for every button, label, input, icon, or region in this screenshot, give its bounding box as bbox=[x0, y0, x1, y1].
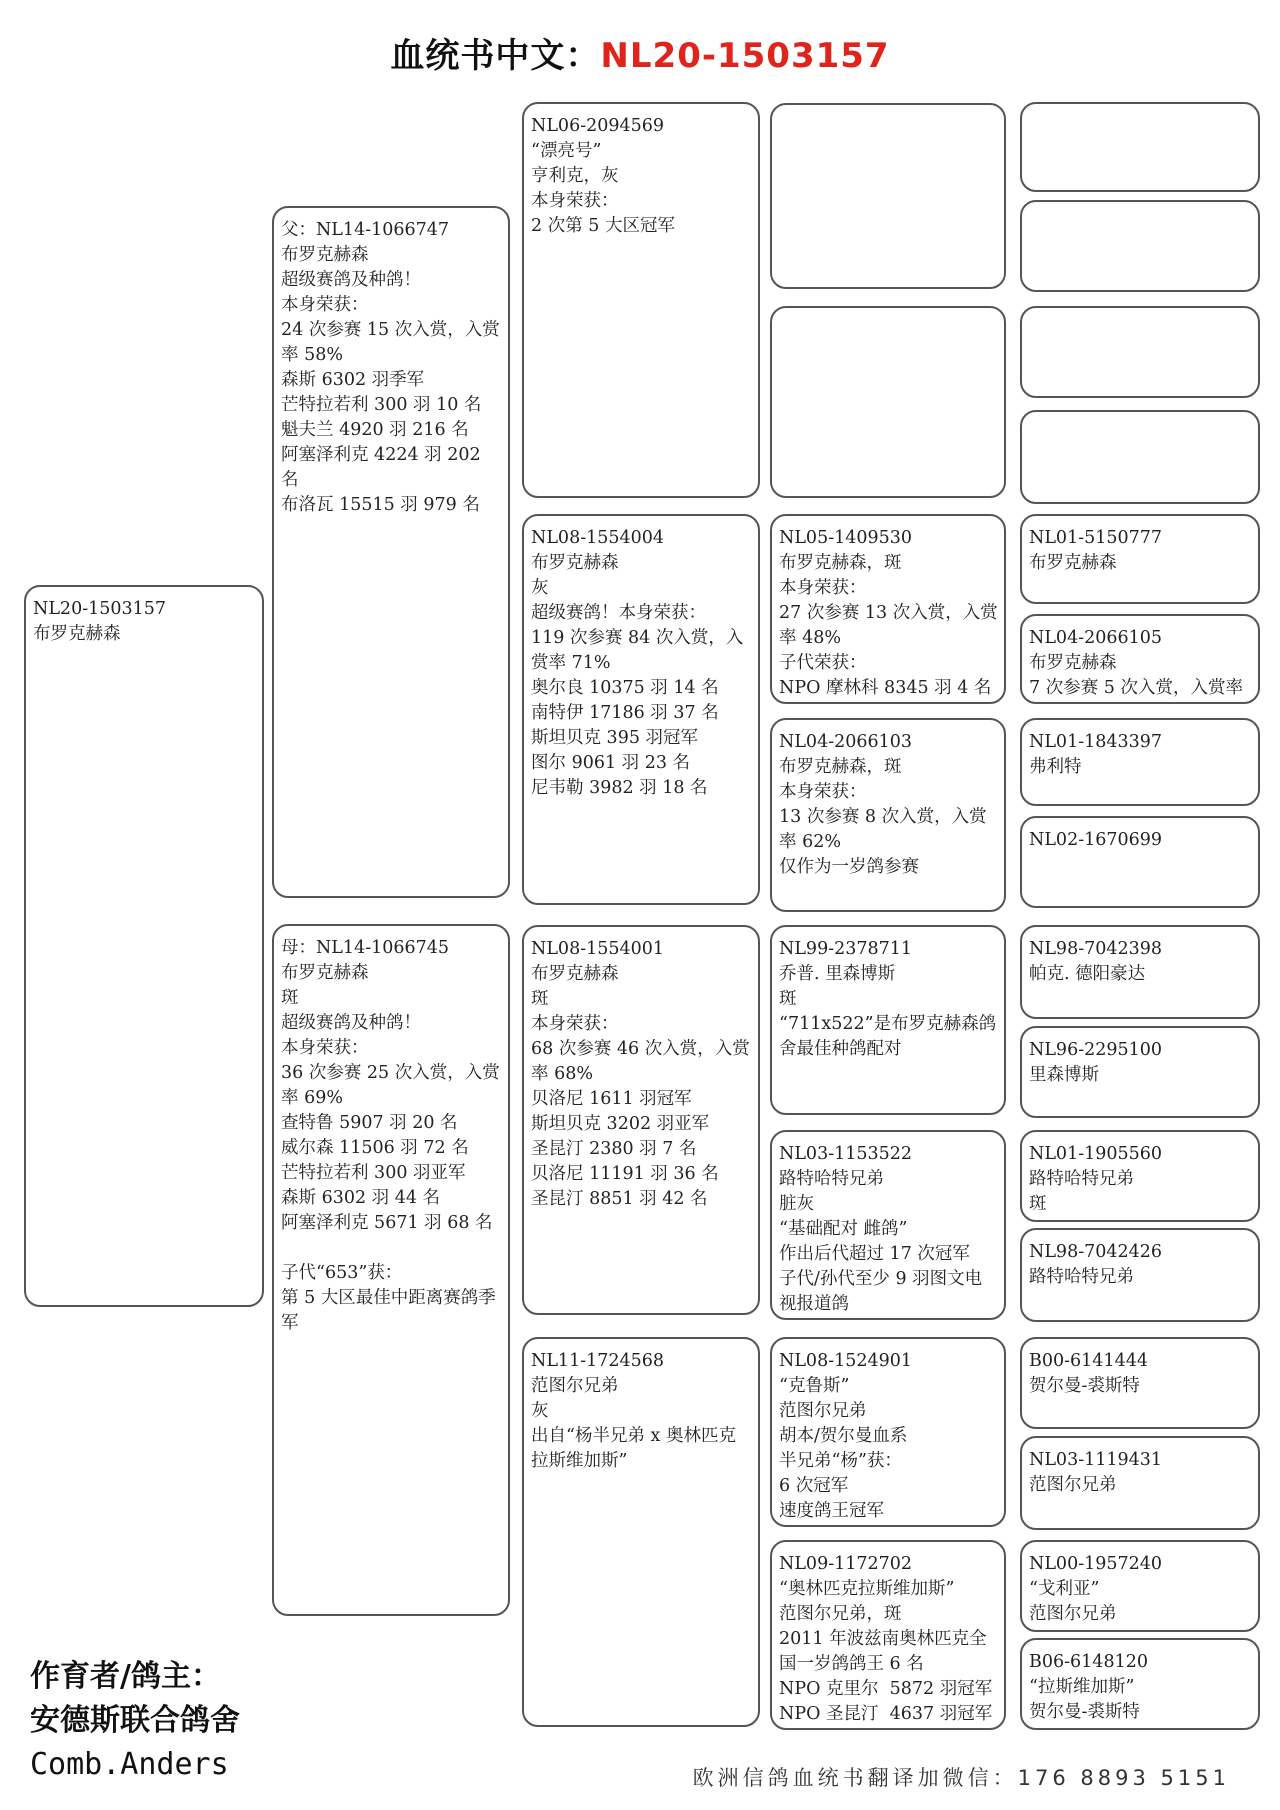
ring-number: NL98-7042426 bbox=[1029, 1242, 1163, 1262]
pigeon-gen4-1 bbox=[1020, 102, 1260, 192]
pigeon-gen4-5 bbox=[1020, 514, 1260, 604]
pigeon-info-line: 布罗克赫森 bbox=[531, 964, 619, 984]
pigeon-info-line: 7 次参赛 5 次入赏，入赏率 bbox=[1029, 678, 1243, 698]
pigeon-info-line: 布罗克赫森，斑 bbox=[779, 757, 902, 777]
pigeon-info-line: 魁夫兰 4920 羽 216 名 bbox=[281, 420, 469, 440]
pigeon-info-line: 威尔森 11506 羽 72 名 bbox=[281, 1138, 469, 1158]
pigeon-sire-sire-dam bbox=[770, 306, 1006, 498]
pigeon-info-line: 6 次冠军 bbox=[779, 1476, 849, 1496]
pigeon-info-line: 本身荣获： bbox=[531, 191, 619, 211]
pigeon-info-line: 第 5 大区最佳中距离赛鸽季军 bbox=[281, 1288, 496, 1333]
ring-number: B00-6141444 bbox=[1029, 1351, 1148, 1371]
pigeon-subject bbox=[24, 585, 264, 1307]
title-ring-number: NL20-1503157 bbox=[600, 36, 890, 76]
pigeon-info-line: 斯坦贝克 395 羽冠军 bbox=[531, 728, 699, 748]
pigeon-info-line: 阿塞泽利克 5671 羽 68 名 bbox=[281, 1213, 493, 1233]
pigeon-info-line: 119 次参赛 84 次入赏，入赏率 71% bbox=[531, 628, 744, 673]
breeder-loft-name: 安德斯联合鸽舍 bbox=[30, 1703, 240, 1738]
pigeon-info-line: 超级赛鸽！本身荣获： bbox=[531, 603, 706, 623]
ring-number: B06-6148120 bbox=[1029, 1652, 1148, 1672]
breeder-label: 作育者/鸽主： bbox=[30, 1659, 221, 1694]
pigeon-info-line: 子代/孙代至少 9 羽图文电视报道鸽 bbox=[779, 1269, 983, 1314]
pigeon-gen4-12 bbox=[1020, 1228, 1260, 1322]
ring-number: NL96-2295100 bbox=[1029, 1040, 1163, 1060]
ring-number: NL04-2066103 bbox=[779, 732, 913, 752]
pigeon-info-line: 斑 bbox=[281, 988, 299, 1008]
pigeon-info-line: 超级赛鸽及种鸽！ bbox=[281, 270, 421, 290]
pigeon-info-line: 亨利克，灰 bbox=[531, 166, 619, 186]
ring-number: NL09-1172702 bbox=[779, 1554, 913, 1574]
ring-number: 父：NL14-1066747 bbox=[281, 220, 450, 240]
pigeon-info-line: 范图尔兄弟，斑 bbox=[779, 1604, 902, 1624]
pigeon-info-line: 本身荣获： bbox=[281, 1038, 369, 1058]
ring-number: NL05-1409530 bbox=[779, 528, 913, 548]
pigeon-info-line: 27 次参赛 13 次入赏，入赏率 48% bbox=[779, 603, 998, 648]
pigeon-info-line: 布罗克赫森 bbox=[33, 624, 121, 644]
pigeon-info-line: NPO 摩林科 8345 羽 4 名 bbox=[779, 678, 992, 698]
pigeon-sire-dam-dam bbox=[770, 718, 1006, 912]
pigeon-gen4-7 bbox=[1020, 718, 1260, 806]
pigeon-info-line: 芒特拉若利 300 羽 10 名 bbox=[281, 395, 482, 415]
ring-number: NL03-1153522 bbox=[779, 1144, 913, 1164]
pigeon-info-line: 速度鸽王冠军 bbox=[779, 1501, 884, 1521]
pigeon-info-line: 子代“653”获： bbox=[281, 1263, 403, 1283]
pigeon-info-line: 本身荣获： bbox=[779, 578, 867, 598]
pigeon-info-line: 路特哈特兄弟 bbox=[1029, 1169, 1134, 1189]
pigeon-info-line: 乔普. 里森博斯 bbox=[779, 964, 896, 984]
pigeon-gen4-8 bbox=[1020, 816, 1260, 908]
pigeon-sire-dam bbox=[522, 514, 760, 905]
pigeon-dam bbox=[272, 924, 510, 1616]
pigeon-info-line: 范图尔兄弟 bbox=[1029, 1604, 1117, 1624]
pigeon-dam-sire bbox=[522, 925, 760, 1315]
pigeon-dam-sire-sire bbox=[770, 925, 1006, 1115]
pigeon-info-line: 路特哈特兄弟 bbox=[779, 1169, 884, 1189]
pigeon-info-line: 子代荣获： bbox=[779, 653, 867, 673]
ring-number: NL00-1957240 bbox=[1029, 1554, 1163, 1574]
pigeon-info-line: 阿塞泽利克 4224 羽 202 名 bbox=[281, 445, 487, 490]
pigeon-info-line: “克鲁斯” bbox=[779, 1376, 850, 1396]
pigeon-info-line: 作出后代超过 17 次冠军 bbox=[779, 1244, 970, 1264]
ring-number: NL08-1554001 bbox=[531, 939, 665, 959]
pigeon-info-line: 贝洛尼 11191 羽 36 名 bbox=[531, 1164, 719, 1184]
pigeon-info-line: 布罗克赫森 bbox=[281, 963, 369, 983]
pigeon-gen4-4 bbox=[1020, 410, 1260, 504]
pigeon-info-line: 贝洛尼 1611 羽冠军 bbox=[531, 1089, 692, 1109]
pigeon-info-line: 灰 bbox=[531, 1401, 549, 1421]
pigeon-info-line: 弗利特 bbox=[1029, 757, 1082, 777]
pigeon-sire-sire-sire bbox=[770, 103, 1006, 289]
pigeon-info-line: 胡本/贺尔曼血系 bbox=[779, 1426, 908, 1446]
pigeon-info-line: 13 次参赛 8 次入赏，入赏率 62% bbox=[779, 807, 987, 852]
pigeon-gen4-6 bbox=[1020, 614, 1260, 704]
ring-number: NL01-1905560 bbox=[1029, 1144, 1163, 1164]
pigeon-dam-dam bbox=[522, 1337, 760, 1727]
pigeon-info-line: NPO 克里尔 5872 羽冠军 bbox=[779, 1679, 993, 1699]
pigeon-gen4-10 bbox=[1020, 1026, 1260, 1118]
pigeon-info-line: 帕克. 德阳豪达 bbox=[1029, 964, 1146, 984]
pigeon-info-line: 2011 年波兹南奥林匹克全国一岁鸽鸽王 6 名 bbox=[779, 1629, 987, 1674]
title-prefix: 血统书中文： bbox=[390, 36, 601, 76]
pigeon-info-line: “漂亮号” bbox=[531, 141, 602, 161]
pigeon-info-line: “奥林匹克拉斯维加斯” bbox=[779, 1579, 955, 1599]
ring-number: NL04-2066105 bbox=[1029, 628, 1163, 648]
pigeon-dam-dam-sire bbox=[770, 1337, 1006, 1527]
pigeon-info-line: “711x522”是布罗克赫森鸽舍最佳种鸽配对 bbox=[779, 1014, 997, 1059]
pigeon-info-line: 森斯 6302 羽季军 bbox=[281, 370, 425, 390]
pigeon-dam-sire-dam bbox=[770, 1130, 1006, 1320]
pigeon-info-line: 斑 bbox=[1029, 1194, 1047, 1214]
pigeon-info-line: 尼韦勒 3982 羽 18 名 bbox=[531, 778, 708, 798]
pigeon-info-line bbox=[281, 1236, 502, 1261]
pigeon-info-line: 超级赛鸽及种鸽！ bbox=[281, 1013, 421, 1033]
ring-number: NL01-1843397 bbox=[1029, 732, 1163, 752]
pigeon-info-line: 南特伊 17186 羽 37 名 bbox=[531, 703, 719, 723]
pigeon-info-line: 布罗克赫森，斑 bbox=[779, 553, 902, 573]
pigeon-info-line: 奥尔良 10375 羽 14 名 bbox=[531, 678, 719, 698]
pigeon-info-line: 贺尔曼-裘斯特 bbox=[1029, 1376, 1140, 1396]
pigeon-dam-dam-dam bbox=[770, 1540, 1006, 1730]
pigeon-info-line: 出自“杨半兄弟 x 奥林匹克拉斯维加斯” bbox=[531, 1426, 736, 1471]
ring-number: NL02-1670699 bbox=[1029, 830, 1163, 850]
pigeon-info-line: 斯坦贝克 3202 羽亚军 bbox=[531, 1114, 710, 1134]
pigeon-info-line: 斑 bbox=[779, 989, 797, 1009]
pigeon-info-line: “戈利亚” bbox=[1029, 1579, 1100, 1599]
ring-number: 母：NL14-1066745 bbox=[281, 938, 450, 958]
ring-number: NL08-1524901 bbox=[779, 1351, 913, 1371]
pigeon-info-line: 森斯 6302 羽 44 名 bbox=[281, 1188, 441, 1208]
pigeon-info-line: 仅作为一岁鸽参赛 bbox=[779, 857, 919, 877]
pigeon-gen4-2 bbox=[1020, 200, 1260, 292]
ring-number: NL06-2094569 bbox=[531, 116, 665, 136]
ring-number: NL99-2378711 bbox=[779, 939, 913, 959]
pigeon-info-line: 24 次参赛 15 次入赏，入赏率 58% bbox=[281, 320, 500, 365]
pigeon-info-line: “基础配对 雌鸽” bbox=[779, 1219, 908, 1239]
pigeon-info-line: 范图尔兄弟 bbox=[531, 1376, 619, 1396]
translation-contact: 欧洲信鸽血统书翻译加微信：176 8893 5151 bbox=[692, 1766, 1230, 1790]
pigeon-info-line: NPO 圣昆汀 4637 羽冠军 bbox=[779, 1704, 993, 1724]
pigeon-info-line: 查特鲁 5907 羽 20 名 bbox=[281, 1113, 458, 1133]
pigeon-info-line: “拉斯维加斯” bbox=[1029, 1677, 1135, 1697]
pigeon-info-line: 圣昆汀 8851 羽 42 名 bbox=[531, 1189, 708, 1209]
pigeon-gen4-16 bbox=[1020, 1638, 1260, 1730]
pigeon-info-line: 布罗克赫森 bbox=[281, 245, 369, 265]
pigeon-gen4-13 bbox=[1020, 1337, 1260, 1429]
pigeon-info-line: 本身荣获： bbox=[281, 295, 369, 315]
ring-number: NL98-7042398 bbox=[1029, 939, 1163, 959]
ring-number: NL20-1503157 bbox=[33, 599, 167, 619]
pigeon-info-line: 圣昆汀 2380 羽 7 名 bbox=[531, 1139, 697, 1159]
pigeon-info-line: 贺尔曼-裘斯特 bbox=[1029, 1702, 1140, 1722]
pigeon-info-line: 布洛瓦 15515 羽 979 名 bbox=[281, 495, 480, 515]
pigeon-gen4-3 bbox=[1020, 306, 1260, 398]
pigeon-sire bbox=[272, 206, 510, 898]
pigeon-info-line: 本身荣获： bbox=[779, 782, 867, 802]
ring-number: NL11-1724568 bbox=[531, 1351, 665, 1371]
pigeon-gen4-11 bbox=[1020, 1130, 1260, 1222]
pigeon-gen4-9 bbox=[1020, 925, 1260, 1019]
ring-number: NL03-1119431 bbox=[1029, 1450, 1163, 1470]
pigeon-info-line: 布罗克赫森 bbox=[531, 553, 619, 573]
pigeon-info-line: 68 次参赛 46 次入赏，入赏率 68% bbox=[531, 1039, 750, 1084]
pigeon-gen4-14 bbox=[1020, 1436, 1260, 1530]
pigeon-info-line: 图尔 9061 羽 23 名 bbox=[531, 753, 691, 773]
pigeon-info-line: 路特哈特兄弟 bbox=[1029, 1267, 1134, 1287]
pigeon-info-line: 范图尔兄弟 bbox=[779, 1401, 867, 1421]
pigeon-info-line: 范图尔兄弟 bbox=[1029, 1475, 1117, 1495]
ring-number: NL01-5150777 bbox=[1029, 528, 1163, 548]
pigeon-sire-sire bbox=[522, 102, 760, 498]
pigeon-info-line: 2 次第 5 大区冠军 bbox=[531, 216, 675, 236]
pigeon-info-line: 36 次参赛 25 次入赏，入赏率 69% bbox=[281, 1063, 500, 1108]
pigeon-info-line: 里森博斯 bbox=[1029, 1065, 1099, 1085]
pigeon-info-line: 斑 bbox=[531, 989, 549, 1009]
breeder-block bbox=[30, 1655, 240, 1787]
pigeon-info-line: 灰 bbox=[531, 578, 549, 598]
pigeon-info-line: 半兄弟“杨”获： bbox=[779, 1451, 902, 1471]
pigeon-info-line: 脏灰 bbox=[779, 1194, 814, 1214]
pigeon-info-line: 布罗克赫森 bbox=[1029, 553, 1117, 573]
page-title bbox=[0, 28, 1280, 77]
ring-number: NL08-1554004 bbox=[531, 528, 665, 548]
breeder-latin-name: Comb.Anders bbox=[30, 1747, 229, 1782]
pigeon-gen4-15 bbox=[1020, 1540, 1260, 1632]
pigeon-info-line: 布罗克赫森 bbox=[1029, 653, 1117, 673]
pigeon-info-line: 芒特拉若利 300 羽亚军 bbox=[281, 1163, 466, 1183]
pigeon-sire-dam-sire bbox=[770, 514, 1006, 704]
pigeon-info-line: 本身荣获： bbox=[531, 1014, 619, 1034]
